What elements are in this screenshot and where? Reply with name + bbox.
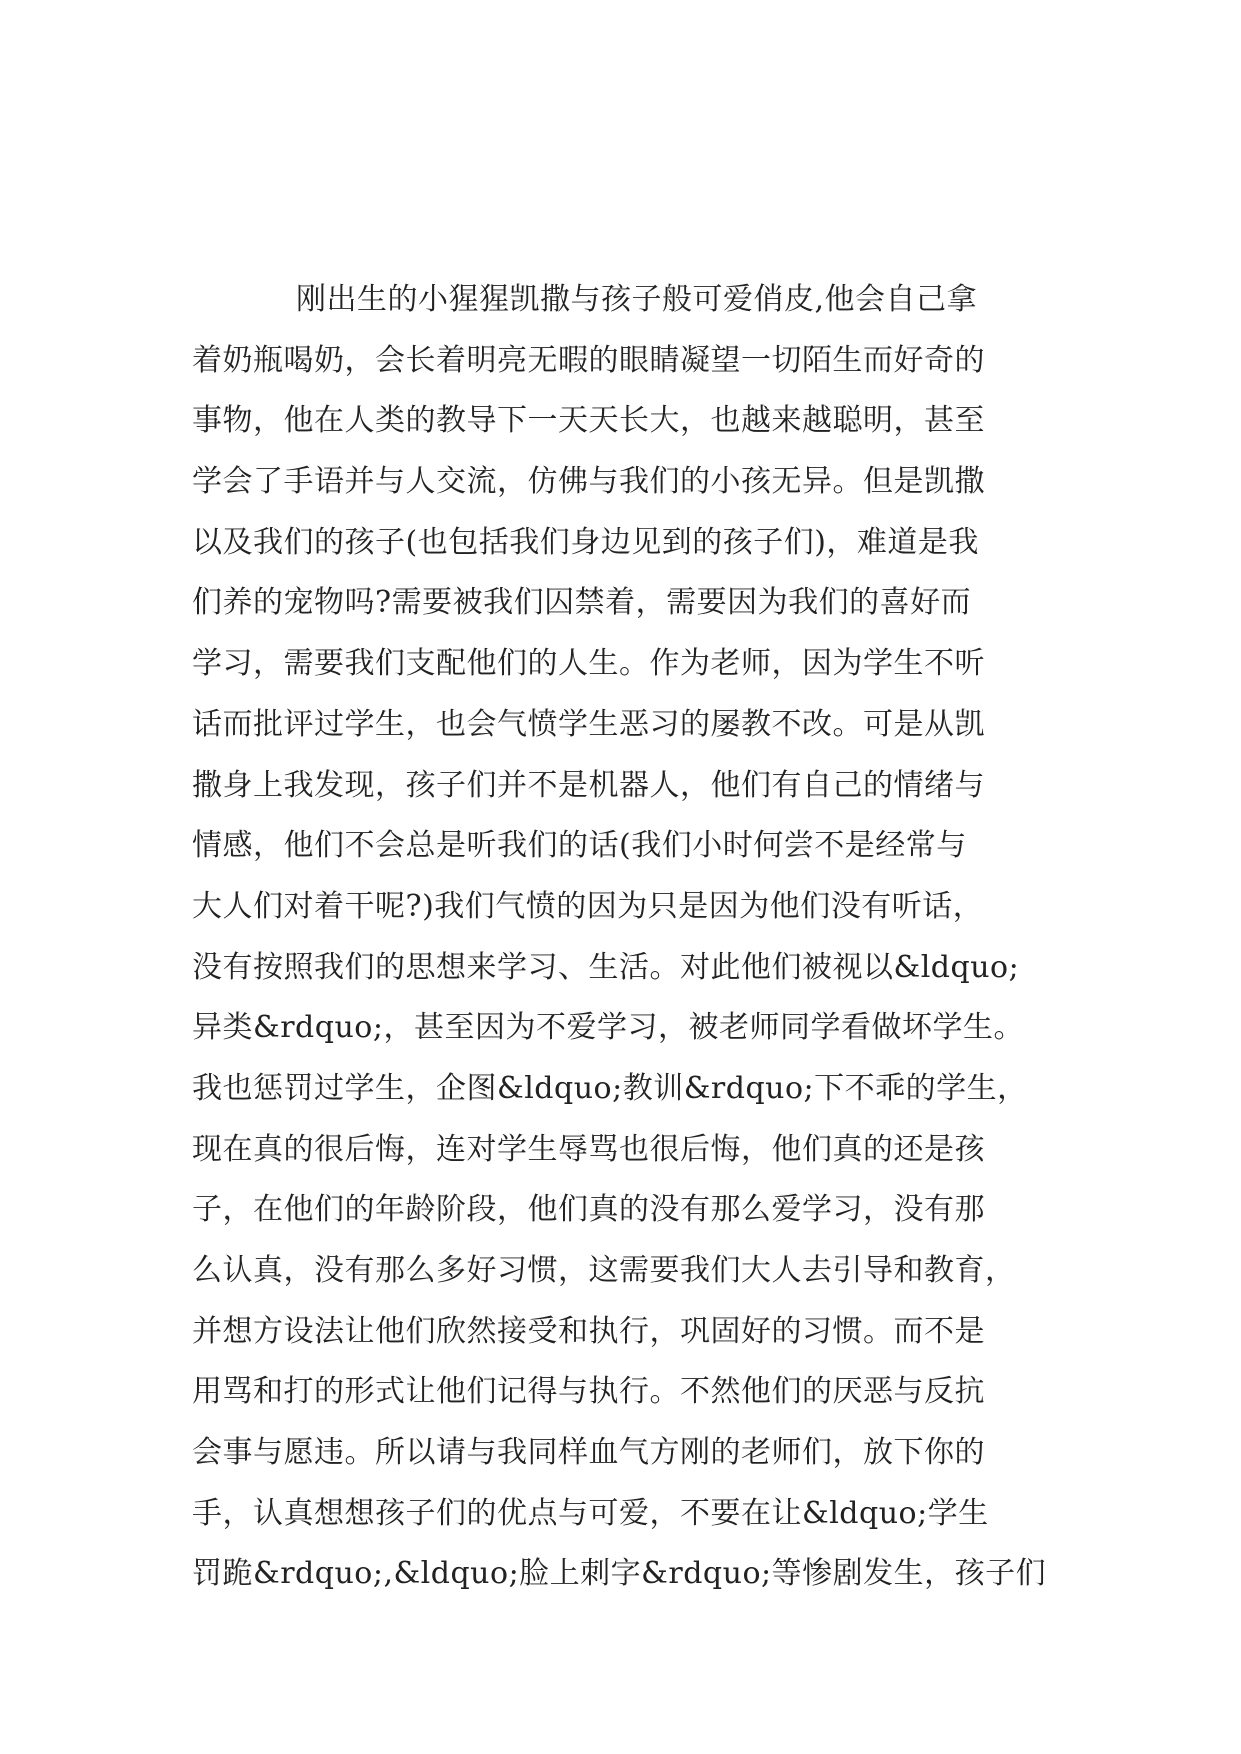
paragraph-line: 我也惩罚过学生，企图&ldquo;教训&rdquo;下不乖的学生，: [192, 1070, 1028, 1106]
paragraph-line: 子，在他们的年龄阶段，他们真的没有那么爱学习，没有那: [192, 1192, 985, 1228]
paragraph-line: 着奶瓶喝奶，会长着明亮无暇的眼睛凝望一切陌生而好奇的: [192, 342, 985, 378]
paragraph-line: 并想方设法让他们欣然接受和执行，巩固好的习惯。而不是: [192, 1313, 985, 1349]
paragraph-line: 么认真，没有那么多好习惯，这需要我们大人去引导和教育，: [192, 1253, 1016, 1288]
paragraph-line: 事物，他在人类的教导下一天天长大，也越来越聪明，甚至: [192, 403, 985, 439]
paragraph-line: 手，认真想想孩子们的优点与可爱，不要在让&ldquo;学生: [192, 1495, 989, 1531]
paragraph-line: 现在真的很后悔，连对学生辱骂也很后悔，他们真的还是孩: [192, 1131, 985, 1167]
body-paragraph: [192, 270, 1072, 1605]
paragraph-line: 用骂和打的形式让他们记得与执行。不然他们的厌恶与反抗: [192, 1374, 985, 1410]
paragraph-line: 没有按照我们的思想来学习、生活。对此他们被视以&ldquo;: [192, 949, 1020, 985]
paragraph-line: 话而批评过学生，也会气愤学生恶习的屡教不改。可是从凯: [192, 706, 985, 742]
paragraph-line: 学习，需要我们支配他们的人生。作为老师，因为学生不听: [192, 646, 985, 682]
paragraph-line: 们养的宠物吗?需要被我们囚禁着，需要因为我们的喜好而: [192, 585, 972, 621]
paragraph-line: 罚跪&rdquo;,&ldquo;脸上刺字&rdquo;等惨剧发生，孩子们: [192, 1556, 1047, 1592]
paragraph-line: 大人们对着干呢?)我们气愤的因为只是因为他们没有听话，: [192, 888, 984, 924]
paragraph-line: 会事与愿违。所以请与我同样血气方刚的老师们，放下你的: [192, 1435, 985, 1471]
paragraph-line: 异类&rdquo;，甚至因为不爱学习，被老师同学看做坏学生。: [192, 1010, 1024, 1046]
paragraph-line: 学会了手语并与人交流，仿佛与我们的小孩无异。但是凯撒: [192, 464, 985, 500]
paragraph-line: 情感，他们不会总是听我们的话(我们小时何尝不是经常与: [192, 828, 967, 864]
paragraph-line: 撒身上我发现，孩子们并不是机器人，他们有自己的情绪与: [192, 767, 985, 803]
paragraph-line: 刚出生的小猩猩凯撒与孩子般可爱俏皮,他会自己拿: [296, 282, 978, 317]
paragraph-line: 以及我们的孩子(也包括我们身边见到的孩子们)，难道是我: [192, 524, 979, 560]
